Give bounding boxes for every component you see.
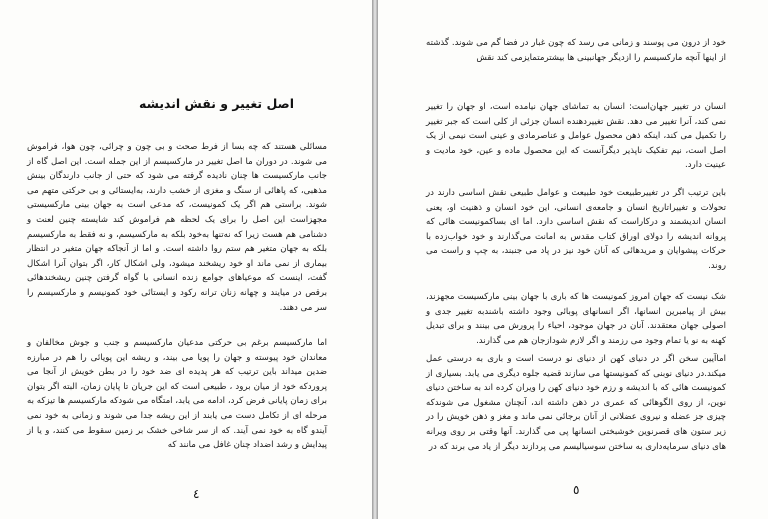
right-page — [378, 0, 768, 519]
right-paragraph-2: باین ترتیب اگر در تغییرطبیعت خود طبیعت و عوامل طبیعی نقش اساسی دارند در تحولات و تغییراتاریخ انسان و جامعه‌ی انسانی، این خود انسان و ذهنیت او، یعنی انسان اندیشمند و درکاراست که نقش اساسی دارد. اما ای بساکمونیست هائی که پروانه اندیشه را دولای اوراق کتاب مقدس به امانت می‌گذارند و خود خواب‌زده با حرکات پیشوایان و مریدهائی که آنان خود نیز در پاد می جنبند، به چپ و راست می روند. — [426, 188, 726, 271]
right-paragraph-3: شک نیست که جهان امروز کمونیست ها که باری با جهان بینی مارکسیست مجهزند، بیش از پیامبرین انسانها، اگر انسانهای پوبائی وجود داشته باشندبه تغییر جدی و اصولی جهان معتقدند. آنان در جهان موجود، احیاء را پرورش می بینند و برای تبدیل کهنه به نو یا تمام وجود می رزمند و اگر لازم شودازجان هم می گذارند. — [426, 292, 726, 346]
page-number-left: ٤ — [193, 487, 200, 501]
chapter-heading: اصل تغییر و نقش اندیشه — [139, 96, 294, 111]
right-top-lines: خود از درون می پوسند و زمانی می رسد که چون غبار در فضا گم می شوند. گذشته از اینها آنچه مارکسیسم را ازدیگر جهانبینی ها بیشترمتمایزمی کند نقش — [426, 38, 726, 63]
left-paragraph-1: مسائلی هستند که چه بسا از فرط صحت و بی چون و چرائی، چون هوا، فراموش می شوند. در دوران ما اصل تغییر در مارکسیسم از این جمله است. این اصل گاه از جانب مارکسیست ها چنان نادیده گرفته می شود که حتی از جانب دارندگان بینش مذهبی، که پاهائی از سنگ و مغزی از خشب دارند، به‌ایستائی و بی حرکتی متهم می شوند. براستی هم اگر یک کمونیست، که مدعی است به جهان بینی مارکسیستی مجهزاست این اصل را برای یک لحظه هم فراموش کند شایسته چنین لعنت و دشنامی هم هست زیرا که نه‌تنها به‌خود بلکه به مارکسیسم، و نه فقط به مارکسیسم بلکه به جهان متغیر هم ستم روا داشته است. و اما از آنجاکه جهان متغیر در انتظار بیماری از نمی ماند او خود ریشخند میشود، ولی اشکال کار، اگر بتوان آنرا اشکال گفت، اینست که موعیاهای جوامع زنده انسانی با گواه گرفتن چنین ریشخندهائی برقص در میایند و چهانه زنان ترانه رکود و ایستائی خود کمونیسم و مارکسیسم را سر می دهند. — [27, 142, 327, 313]
left-paragraph-2: اما مارکسیسم برغم بی حرکتی مدعیان مارکسیسم و جنب و جوش مخالفان و معاندان خود پیوسته و جهان را پویا می بیند، و ریشه این پویائی را هم در مبارزه ضدین میداند باین ترتیب که هر پدیده ای ضد خود را در بطن خویش از آنجا می پروردکه خود از میان برود ، طبیعی است که این جریان تا پایان زمان، البته اگر بتوان برای زمان پایانی فرض کرد، ادامه می یابد، امتگاه می شودکه مارکسیسم ها تیزکه به مرحله ای از تکامل دست می یابند از این ریشه جدا می شوند و زمانی به خود نمی آیندو گاه به خود نمی آیند. که از سر شاخی خشک بر زمین سقوط می کنند، و یا از پیدایش و رشد اضداد چنان غافل می مانند که — [27, 338, 327, 451]
right-paragraph-4: اماآیین سخن اگر در دنیای کهن از دنیای نو درست است و باری به درستی عمل میکند.در دنیای نوبنی که کمونیستها می سازند قضیه جلوه دیگری می یابد. بسیاری از کمونیست هائی که با اندیشه و رزم خود دنیای کهن را ویران کرده اند به ساختن دنیای نوین، از روی الگوهائی که عمری در ذهن داشته اند، آنچنان مشغول می شوندکه چیزی جز عضله و نیروی عضلانی از آنان برجائی نمی ماند و مغز و ذهن خویش را در زیر ستون های قصرنوین خوشبختی انسانها پی می گذارند. آنها وقتی بر روی ویرانه های دنیای سرمایه‌داری به ساختن سوسیالیسم می پردازند دیگر از یاد می برند که در — [426, 354, 726, 452]
left-page — [0, 0, 372, 519]
right-paragraph-1: انسان در تغییر جهان‌است: انسان به تماشای جهان نیامده است، او جهان را تغییر نمی کند، آنرا تغییر می دهد. نقش تغییردهنده انسان جزئی از کلی است که جبر تغییر را تکمیل می کند، اینکه ذهن محصول عوامل و عناصرمادی و عینی است نیمی از یک اصل است، نیم تفکیک ناپذیر دیگرآنست که این محصول ماده و عین، خود مادیت و عینیت دارد. — [426, 102, 726, 171]
page-number-right: ٥ — [573, 483, 580, 497]
